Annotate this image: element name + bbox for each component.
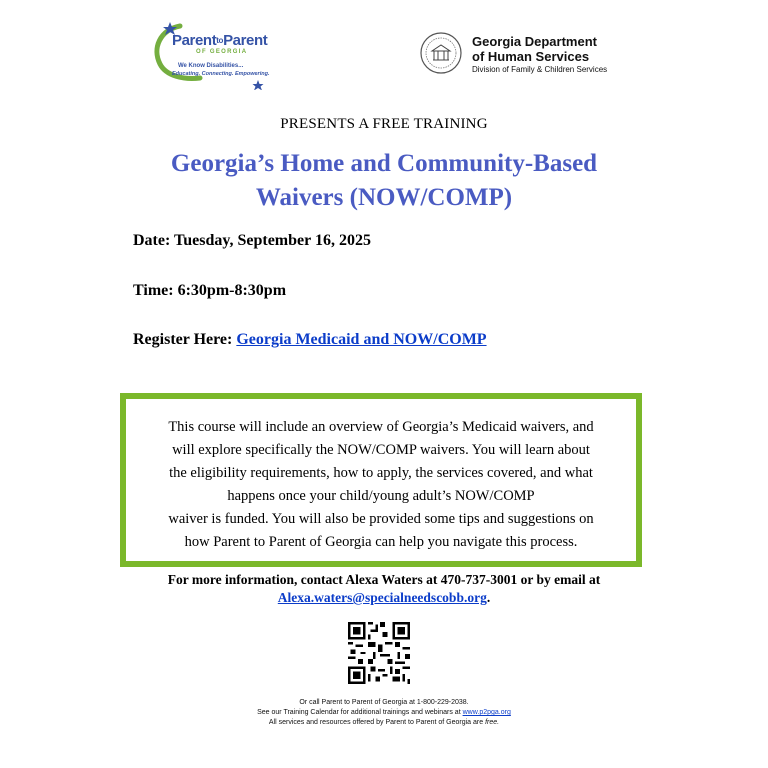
- description-text: [126, 416, 636, 554]
- footer-calendar-line: [0, 708, 768, 718]
- description-line: will explore specifically the NOW/COMP waivers. You will learn about: [172, 442, 590, 458]
- p2p-name-right: Parent: [223, 32, 268, 49]
- event-date: Date: Tuesday, September 16, 2025: [133, 232, 371, 249]
- register-line: [133, 331, 487, 349]
- p2p-name-to: to: [216, 36, 224, 45]
- footer-free-emphasis: free.: [485, 719, 500, 726]
- title-line2: Waivers (NOW/COMP): [255, 184, 513, 211]
- dhs-title-line1: Georgia Department: [472, 34, 597, 49]
- description-line: how Parent to Parent of Georgia can help you navigate this process.: [184, 534, 578, 550]
- description-box: [120, 393, 642, 567]
- parent-to-parent-logo: [150, 18, 280, 90]
- contact-info: [0, 571, 768, 607]
- contact-email-link[interactable]: Alexa.waters@specialneedscobb.org: [277, 590, 487, 605]
- footer-free-line: [0, 718, 768, 728]
- footer-website-link[interactable]: www.p2pga.org: [462, 709, 511, 716]
- description-line: the eligibility requirements, how to apply, the services covered, and what: [169, 465, 593, 481]
- p2p-tagline: We Know Disabilities...: [178, 63, 244, 69]
- description-line: This course will include an overview of Georgia’s Medicaid waivers, and: [168, 419, 594, 435]
- contact-line: For more information, contact Alexa Waters at 470-737-3001 or by email at: [167, 572, 601, 587]
- event-time: Time: 6:30pm-8:30pm: [133, 282, 287, 299]
- footer-calendar-text: See our Training Calendar for additional trainings and webinars at: [257, 709, 461, 716]
- contact-email-suffix: .: [486, 590, 491, 605]
- training-title: [0, 147, 768, 215]
- footer: [0, 698, 768, 728]
- description-line: happens once your child/young adult’s NOW/COMP: [227, 488, 535, 504]
- dhs-title-line2: of Human Services: [472, 49, 590, 64]
- description-line: waiver is funded. You will also be provided some tips and suggestions on: [168, 511, 594, 527]
- p2p-name-left: Parent: [172, 32, 217, 49]
- p2p-subtitle: OF GEORGIA: [196, 49, 248, 55]
- p2p-name: [172, 32, 267, 49]
- qr-code-icon[interactable]: [348, 622, 410, 684]
- dhs-division: Division of Family & Children Services: [472, 65, 608, 74]
- footer-free-text: All services and resources offered by Parent to Parent of Georgia are: [268, 719, 484, 726]
- register-link[interactable]: Georgia Medicaid and NOW/COMP: [236, 331, 487, 348]
- p2p-tagline-secondary: Educating. Connecting. Empowering.: [172, 71, 270, 77]
- title-line1: Georgia’s Home and Community-Based: [170, 150, 598, 177]
- presents-heading: PRESENTS A FREE TRAINING: [280, 116, 488, 132]
- contact-email-line: [0, 589, 768, 607]
- register-label: Register Here:: [133, 331, 233, 348]
- dhs-logo-text: [472, 34, 607, 76]
- footer-phone-line: Or call Parent to Parent of Georgia at 1-800-229-2038.: [299, 699, 469, 706]
- georgia-seal-icon: [420, 32, 462, 74]
